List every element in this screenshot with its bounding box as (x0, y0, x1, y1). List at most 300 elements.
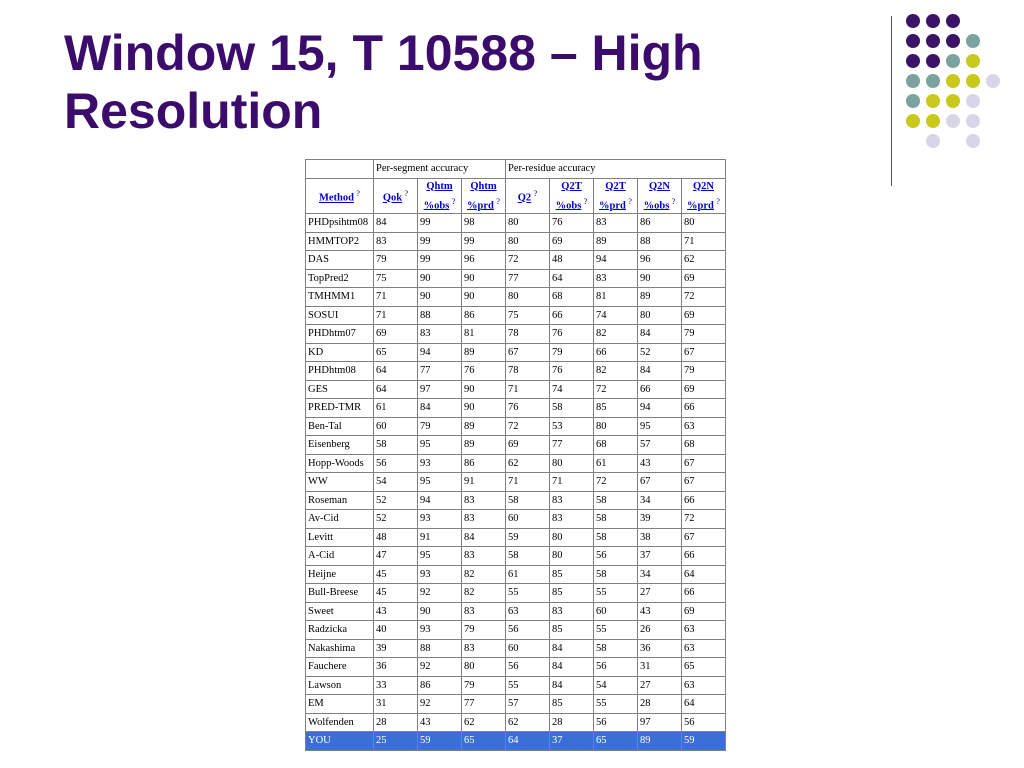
score-cell: 80 (638, 306, 682, 325)
score-cell: 95 (638, 417, 682, 436)
score-cell: 97 (418, 380, 462, 399)
group-header-row (306, 160, 726, 179)
table-row (306, 232, 726, 251)
score-cell: 52 (374, 510, 418, 529)
score-cell: 66 (550, 306, 594, 325)
slide-title (64, 24, 864, 140)
score-cell: 55 (594, 695, 638, 714)
column-header (306, 178, 374, 214)
column-header-link[interactable]: Method (318, 192, 354, 204)
table-row (306, 528, 726, 547)
score-cell: 94 (594, 251, 638, 270)
score-cell: 80 (550, 454, 594, 473)
column-header-sublabel[interactable]: %obs (423, 200, 450, 211)
score-cell: 59 (418, 732, 462, 751)
score-cell: 79 (374, 251, 418, 270)
score-cell: 92 (418, 584, 462, 603)
column-header (462, 178, 506, 214)
decorative-dot (986, 74, 1000, 88)
method-cell: WW (306, 473, 374, 492)
score-cell: 79 (682, 362, 726, 381)
score-cell: 86 (418, 676, 462, 695)
column-header-sublabel[interactable]: %prd (467, 200, 494, 211)
score-cell: 72 (506, 251, 550, 270)
score-cell: 56 (506, 658, 550, 677)
column-header-sublabel[interactable]: %obs (643, 200, 670, 211)
score-cell: 98 (462, 214, 506, 233)
score-cell: 85 (550, 584, 594, 603)
score-cell: 33 (374, 676, 418, 695)
decorative-dot (926, 74, 940, 88)
score-cell: 60 (374, 417, 418, 436)
decorative-dot (946, 94, 960, 108)
score-cell: 88 (418, 639, 462, 658)
score-cell: 69 (682, 306, 726, 325)
method-cell: PHDhtm07 (306, 325, 374, 344)
score-cell: 91 (462, 473, 506, 492)
score-cell: 31 (374, 695, 418, 714)
table-row (306, 639, 726, 658)
table-row (306, 473, 726, 492)
help-link[interactable]: ? (713, 195, 720, 206)
decorative-dot (926, 94, 940, 108)
table-row (306, 491, 726, 510)
score-cell: 92 (418, 658, 462, 677)
score-cell: 60 (506, 639, 550, 658)
score-cell: 72 (682, 510, 726, 529)
score-cell: 88 (638, 232, 682, 251)
score-cell: 94 (638, 399, 682, 418)
score-cell: 95 (418, 436, 462, 455)
score-cell: 90 (462, 399, 506, 418)
method-cell: EM (306, 695, 374, 714)
score-cell: 45 (374, 565, 418, 584)
score-cell: 78 (506, 325, 550, 344)
decorative-dot (906, 54, 920, 68)
score-cell: 84 (550, 676, 594, 695)
score-cell: 63 (682, 639, 726, 658)
score-cell: 82 (462, 584, 506, 603)
column-header-sublabel[interactable]: %prd (599, 200, 626, 211)
score-cell: 61 (374, 399, 418, 418)
column-header (682, 178, 726, 214)
score-cell: 58 (506, 547, 550, 566)
column-header-link[interactable]: Qhtm (470, 180, 497, 192)
decorative-dot (906, 14, 920, 28)
score-cell: 79 (550, 343, 594, 362)
score-cell: 79 (462, 676, 506, 695)
score-cell: 77 (506, 269, 550, 288)
decorative-dot (966, 74, 980, 88)
score-cell: 64 (374, 380, 418, 399)
score-cell: 79 (462, 621, 506, 640)
method-cell: PHDpsihtm08 (306, 214, 374, 233)
score-cell: 68 (550, 288, 594, 307)
results-table-container (305, 159, 726, 751)
score-cell: 76 (550, 325, 594, 344)
score-cell: 39 (374, 639, 418, 658)
decorative-dot (946, 14, 960, 28)
score-cell: 76 (462, 362, 506, 381)
score-cell: 65 (374, 343, 418, 362)
slide-title-line-2: Resolution (64, 83, 323, 139)
score-cell: 39 (638, 510, 682, 529)
score-cell: 89 (462, 343, 506, 362)
score-cell: 34 (638, 491, 682, 510)
table-row (306, 584, 726, 603)
decorative-dot (966, 134, 980, 148)
score-cell: 72 (594, 380, 638, 399)
score-cell: 66 (682, 399, 726, 418)
help-link[interactable]: ? (353, 188, 361, 198)
score-cell: 28 (374, 713, 418, 732)
help-link[interactable]: ? (581, 195, 588, 206)
table-row (306, 251, 726, 270)
table-row (306, 510, 726, 529)
method-cell: Levitt (306, 528, 374, 547)
score-cell: 83 (594, 269, 638, 288)
method-cell: Heijne (306, 565, 374, 584)
group-header-residue: Per-residue accuracy (506, 160, 726, 179)
score-cell: 77 (550, 436, 594, 455)
score-cell: 58 (594, 565, 638, 584)
score-cell: 69 (506, 436, 550, 455)
score-cell: 95 (418, 547, 462, 566)
score-cell: 80 (594, 417, 638, 436)
score-cell: 83 (462, 602, 506, 621)
score-cell: 72 (506, 417, 550, 436)
method-cell: DAS (306, 251, 374, 270)
score-cell: 90 (462, 380, 506, 399)
score-cell: 56 (506, 621, 550, 640)
decorative-dot (966, 114, 980, 128)
decorative-dot (926, 14, 940, 28)
score-cell: 55 (594, 584, 638, 603)
score-cell: 72 (682, 288, 726, 307)
method-cell: PHDhtm08 (306, 362, 374, 381)
score-cell: 58 (594, 491, 638, 510)
table-row (306, 288, 726, 307)
score-cell: 97 (638, 713, 682, 732)
table-row (306, 695, 726, 714)
score-cell: 65 (682, 658, 726, 677)
score-cell: 58 (594, 510, 638, 529)
score-cell: 60 (506, 510, 550, 529)
help-link[interactable]: ? (625, 195, 632, 206)
score-cell: 84 (462, 528, 506, 547)
score-cell: 83 (374, 232, 418, 251)
method-cell: TMHMM1 (306, 288, 374, 307)
score-cell: 48 (374, 528, 418, 547)
score-cell: 99 (418, 214, 462, 233)
score-cell: 86 (462, 454, 506, 473)
score-cell: 67 (682, 454, 726, 473)
score-cell: 34 (638, 565, 682, 584)
score-cell: 86 (462, 306, 506, 325)
decorative-dot (906, 114, 920, 128)
score-cell: 93 (418, 565, 462, 584)
column-header-link[interactable]: Q2T (561, 180, 582, 192)
score-cell: 64 (506, 732, 550, 751)
score-cell: 62 (462, 713, 506, 732)
column-header-link[interactable]: Q2N (693, 180, 714, 192)
score-cell: 83 (462, 510, 506, 529)
help-link[interactable]: ? (449, 195, 456, 206)
score-cell: 85 (550, 621, 594, 640)
column-header-sublabel[interactable]: %obs (555, 200, 582, 211)
method-cell: Hopp-Woods (306, 454, 374, 473)
score-cell: 95 (418, 473, 462, 492)
score-cell: 64 (682, 695, 726, 714)
score-cell: 84 (550, 639, 594, 658)
score-cell: 68 (682, 436, 726, 455)
score-cell: 31 (638, 658, 682, 677)
score-cell: 69 (682, 380, 726, 399)
score-cell: 83 (550, 510, 594, 529)
score-cell: 55 (506, 584, 550, 603)
score-cell: 71 (374, 306, 418, 325)
score-cell: 76 (506, 399, 550, 418)
score-cell: 43 (638, 454, 682, 473)
decorative-dot (946, 34, 960, 48)
score-cell: 79 (682, 325, 726, 344)
score-cell: 28 (550, 713, 594, 732)
score-cell: 56 (594, 658, 638, 677)
score-cell: 80 (506, 214, 550, 233)
score-cell: 52 (374, 491, 418, 510)
table-row (306, 454, 726, 473)
score-cell: 67 (638, 473, 682, 492)
score-cell: 75 (374, 269, 418, 288)
decorative-dot (926, 54, 940, 68)
score-cell: 90 (638, 269, 682, 288)
score-cell: 28 (638, 695, 682, 714)
score-cell: 55 (506, 676, 550, 695)
decorative-dot (926, 134, 940, 148)
method-cell: A-Cid (306, 547, 374, 566)
score-cell: 77 (462, 695, 506, 714)
help-link[interactable]: ? (402, 188, 409, 198)
column-header-link[interactable]: Q2 (517, 192, 532, 204)
column-header (374, 178, 418, 214)
score-cell: 89 (462, 417, 506, 436)
score-cell: 83 (418, 325, 462, 344)
decorative-dot (946, 54, 960, 68)
score-cell: 71 (682, 232, 726, 251)
score-cell: 82 (462, 565, 506, 584)
score-cell: 90 (418, 269, 462, 288)
method-cell: Av-Cid (306, 510, 374, 529)
score-cell: 69 (550, 232, 594, 251)
score-cell: 80 (550, 528, 594, 547)
score-cell: 79 (418, 417, 462, 436)
results-table-body (306, 214, 726, 751)
score-cell: 80 (506, 232, 550, 251)
decorative-dot (926, 114, 940, 128)
score-cell: 91 (418, 528, 462, 547)
score-cell: 63 (682, 676, 726, 695)
score-cell: 62 (506, 713, 550, 732)
score-cell: 66 (638, 380, 682, 399)
table-row (306, 362, 726, 381)
score-cell: 66 (682, 584, 726, 603)
score-cell: 55 (594, 621, 638, 640)
score-cell: 57 (638, 436, 682, 455)
score-cell: 66 (682, 491, 726, 510)
help-link[interactable]: ? (493, 195, 500, 206)
column-header (594, 178, 638, 214)
score-cell: 71 (506, 380, 550, 399)
column-header-link[interactable]: Q2N (649, 180, 670, 192)
score-cell: 83 (462, 491, 506, 510)
score-cell: 37 (638, 547, 682, 566)
score-cell: 52 (638, 343, 682, 362)
score-cell: 85 (550, 695, 594, 714)
group-header-blank (306, 160, 374, 179)
score-cell: 56 (682, 713, 726, 732)
decorative-dot (946, 114, 960, 128)
score-cell: 93 (418, 510, 462, 529)
score-cell: 62 (506, 454, 550, 473)
score-cell: 89 (594, 232, 638, 251)
decorative-dot (966, 54, 980, 68)
score-cell: 61 (506, 565, 550, 584)
score-cell: 27 (638, 676, 682, 695)
table-row (306, 417, 726, 436)
score-cell: 93 (418, 454, 462, 473)
decorative-dot (906, 74, 920, 88)
score-cell: 90 (418, 602, 462, 621)
decorative-dot (946, 74, 960, 88)
score-cell: 25 (374, 732, 418, 751)
score-cell: 54 (594, 676, 638, 695)
score-cell: 45 (374, 584, 418, 603)
score-cell: 67 (506, 343, 550, 362)
decorative-dot (966, 94, 980, 108)
score-cell: 58 (594, 528, 638, 547)
score-cell: 53 (550, 417, 594, 436)
score-cell: 58 (506, 491, 550, 510)
score-cell: 54 (374, 473, 418, 492)
table-row (306, 732, 726, 751)
column-header (506, 178, 550, 214)
score-cell: 83 (462, 639, 506, 658)
method-cell: Lawson (306, 676, 374, 695)
score-cell: 99 (418, 251, 462, 270)
score-cell: 83 (550, 602, 594, 621)
score-cell: 77 (418, 362, 462, 381)
score-cell: 43 (374, 602, 418, 621)
score-cell: 83 (550, 491, 594, 510)
score-cell: 26 (638, 621, 682, 640)
score-cell: 76 (550, 362, 594, 381)
help-link[interactable]: ? (531, 188, 538, 198)
table-row (306, 602, 726, 621)
table-row (306, 306, 726, 325)
score-cell: 69 (682, 602, 726, 621)
score-cell: 59 (506, 528, 550, 547)
score-cell: 82 (594, 325, 638, 344)
score-cell: 40 (374, 621, 418, 640)
method-cell: Roseman (306, 491, 374, 510)
score-cell: 68 (594, 436, 638, 455)
method-cell: HMMTOP2 (306, 232, 374, 251)
score-cell: 63 (682, 621, 726, 640)
table-row (306, 325, 726, 344)
score-cell: 84 (638, 362, 682, 381)
score-cell: 74 (550, 380, 594, 399)
score-cell: 69 (682, 269, 726, 288)
method-cell: KD (306, 343, 374, 362)
method-cell: TopPred2 (306, 269, 374, 288)
score-cell: 88 (418, 306, 462, 325)
table-row (306, 621, 726, 640)
score-cell: 74 (594, 306, 638, 325)
score-cell: 85 (594, 399, 638, 418)
score-cell: 36 (638, 639, 682, 658)
method-cell: Radzicka (306, 621, 374, 640)
score-cell: 99 (462, 232, 506, 251)
method-cell: Bull-Breese (306, 584, 374, 603)
score-cell: 56 (594, 547, 638, 566)
score-cell: 27 (638, 584, 682, 603)
score-cell: 64 (374, 362, 418, 381)
method-cell: YOU (306, 732, 374, 751)
vertical-divider (891, 16, 892, 186)
method-cell: Nakashima (306, 639, 374, 658)
decorative-dot-grid (906, 14, 1014, 164)
table-row (306, 713, 726, 732)
column-header-link[interactable]: Qok (382, 192, 403, 204)
score-cell: 60 (594, 602, 638, 621)
column-header (550, 178, 594, 214)
score-cell: 89 (462, 436, 506, 455)
score-cell: 58 (594, 639, 638, 658)
score-cell: 81 (594, 288, 638, 307)
score-cell: 71 (506, 473, 550, 492)
decorative-dot (926, 34, 940, 48)
score-cell: 84 (418, 399, 462, 418)
score-cell: 67 (682, 473, 726, 492)
method-cell: SOSUI (306, 306, 374, 325)
score-cell: 80 (462, 658, 506, 677)
help-link[interactable]: ? (669, 195, 676, 206)
score-cell: 80 (682, 214, 726, 233)
score-cell: 66 (594, 343, 638, 362)
score-cell: 94 (418, 343, 462, 362)
score-cell: 84 (374, 214, 418, 233)
score-cell: 67 (682, 343, 726, 362)
score-cell: 37 (550, 732, 594, 751)
score-cell: 90 (462, 288, 506, 307)
score-cell: 69 (374, 325, 418, 344)
column-header-link[interactable]: Qhtm (426, 180, 453, 192)
score-cell: 76 (550, 214, 594, 233)
score-cell: 92 (418, 695, 462, 714)
table-row (306, 565, 726, 584)
score-cell: 90 (462, 269, 506, 288)
score-cell: 57 (506, 695, 550, 714)
column-header-sublabel[interactable]: %prd (687, 200, 714, 211)
column-header-row (306, 178, 726, 214)
score-cell: 85 (550, 565, 594, 584)
column-header-link[interactable]: Q2T (605, 180, 626, 192)
results-table (305, 159, 726, 751)
score-cell: 62 (682, 251, 726, 270)
score-cell: 80 (550, 547, 594, 566)
score-cell: 99 (418, 232, 462, 251)
score-cell: 93 (418, 621, 462, 640)
